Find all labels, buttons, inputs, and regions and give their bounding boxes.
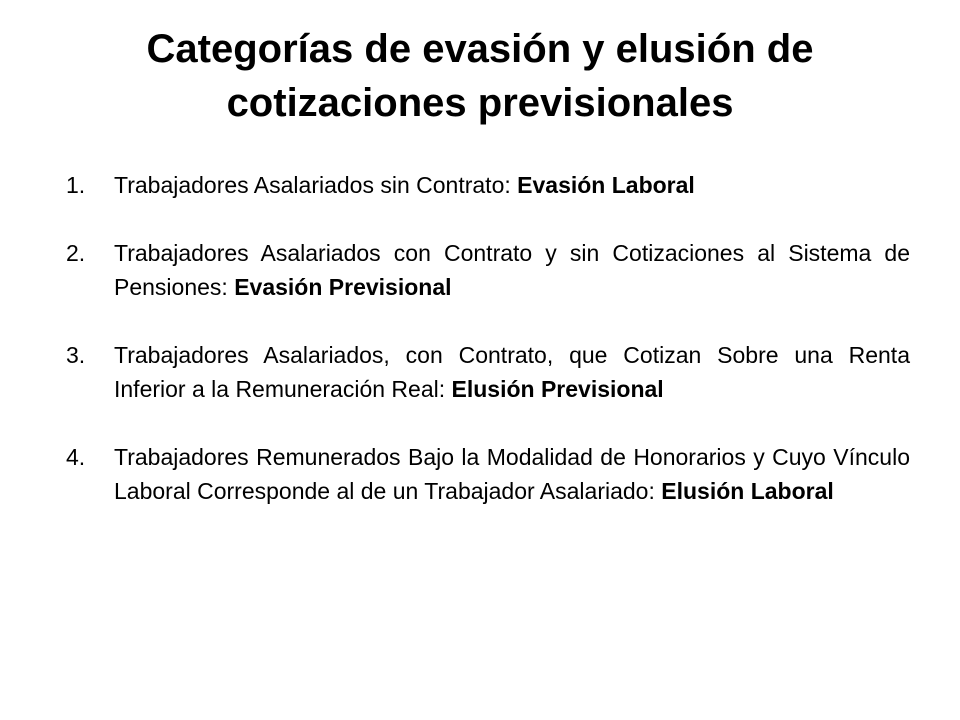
list-item-category: Evasión Laboral — [517, 172, 695, 198]
list-item — [66, 236, 910, 304]
list-item-number: 3. — [66, 342, 86, 368]
category-list — [66, 168, 910, 542]
list-item-text: Trabajadores Asalariados sin Contrato: — [114, 172, 518, 198]
list-item-number: 4. — [66, 444, 86, 470]
list-item-text: Trabajadores Asalariados con Contrato y sin Cotizaciones al Sistema de Pensiones: — [114, 240, 910, 300]
list-item-text: Trabajadores Remunerados Bajo la Modalidad de Honorarios y Cuyo Vínculo Laboral Corresponde al de un Trabajador Asalariado: — [114, 444, 910, 504]
list-item-text: Trabajadores Asalariados, con Contrato, que Cotizan Sobre una Renta Inferior a la Remuneración Real: — [114, 342, 910, 402]
list-item-category: Elusión Laboral — [661, 478, 834, 504]
list-item — [66, 338, 910, 406]
list-item — [66, 168, 910, 202]
list-item-number: 1. — [66, 172, 86, 198]
list-item — [66, 440, 910, 508]
slide-title: Categorías de evasión y elusión de cotizaciones previsionales — [146, 27, 814, 125]
list-item-number: 2. — [66, 240, 86, 266]
list-item-category: Elusión Previsional — [451, 376, 664, 402]
list-item-category: Evasión Previsional — [234, 274, 452, 300]
